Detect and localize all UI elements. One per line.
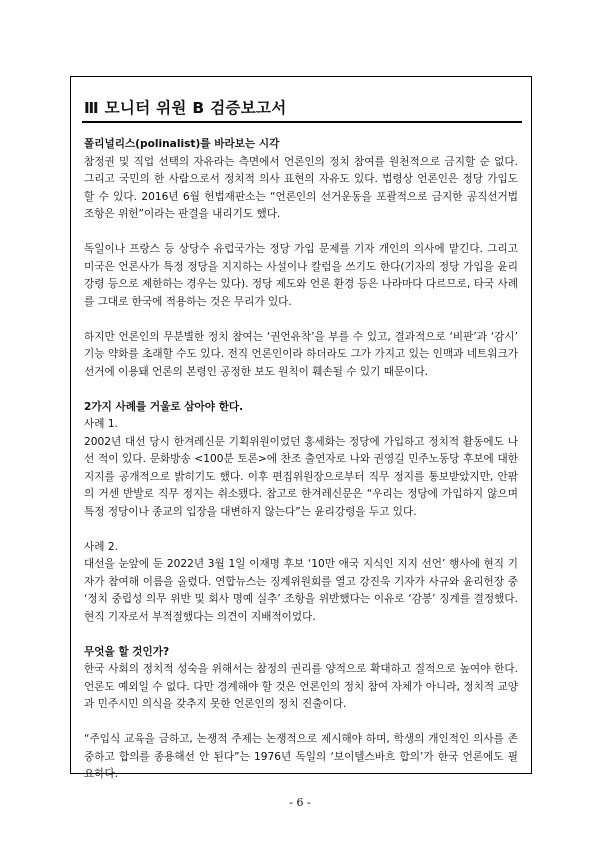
case-label: 사례 1. <box>84 418 118 430</box>
case-label: 사례 2. <box>84 540 118 553</box>
section-heading-two-cases: 2가지 사례를 거울로 삼아야 한다. <box>84 400 244 413</box>
title-underline <box>82 121 522 123</box>
paragraph-gap <box>84 381 518 399</box>
paragraph-gap <box>84 311 518 329</box>
paragraph: “주입식 교육을 금하고, 논쟁적 주제는 논쟁적으로 제시해야 하며, 학생의 개인적인 의사를 존중하고 합의를 종용해선 안 된다”는 1976년 독일의 ‘보이텔스바흐 합의’가 한국 언론에도 필요하다. <box>84 733 518 780</box>
paragraph-gap <box>84 714 518 732</box>
paragraph: 대선을 눈앞에 둔 2022년 3월 1일 이재명 후보 ‘10만 애국 지식인 지지 선언’ 행사에 현직 기자가 참여해 이름을 올렸다. 연합뉴스는 징계위원회를 열고 강진욱 기자가 사규와 윤리헌장 중 ‘정치 중립성 의무 위반 및 회사 명예 실추’ 조항을 위반했다는 이유로 ‘감봉’ 징계를 결정했다. 현직 기자로서 부적절했다는 의견이 지배적이었다. <box>84 558 518 623</box>
paragraph-gap <box>84 521 518 539</box>
section-heading-what-to-do: 무엇을 할 것인가? <box>84 645 170 658</box>
paragraph: 하지만 언론인의 무분별한 정치 참여는 ‘권언유착’을 부를 수 있고, 결과적으로 ‘비판’과 ‘감시’ 기능 약화를 초래할 수도 있다. 전직 언론인이라 하더라도 그가 가지고 있는 인맥과 네트워크가 선거에 이용돼 언론의 본령인 공정한 보도 원칙이 훼손될 수 있기 때문이다. <box>84 330 518 378</box>
paragraph: 독일이나 프랑스 등 상당수 유럽국가는 정당 가입 문제를 기자 개인의 의사에 맡긴다. 그리고 미국은 언론사가 특정 정당을 지지하는 사설이나 칼럼을 쓰기도 한다(기자의 정당 가입을 윤리강령 등으로 제한하는 경우는 있다). 정당 제도와 언론 환경 등은 나라마다 다르므로, 타국 사례를 그대로 한국에 적용하는 것은 무리가 있다. <box>84 243 518 308</box>
paragraph: 한국 사회의 정치적 성숙을 위해서는 참정의 권리를 양적으로 확대하고 질적으로 높여야 한다. 언론도 예외일 수 없다. 다만 경계해야 할 것은 언론인의 정치 참여 자체가 아니라, 정치적 교양과 민주시민 의식을 갖추지 못한 언론인의 정치 진출이다. <box>84 663 518 710</box>
section-heading-polinalist: 폴리널리스(polinalist)를 바라보는 시각 <box>84 138 280 150</box>
paragraph: 참정권 및 직업 선택의 자유라는 측면에서 언론인의 정치 참여를 원천적으로 금지할 순 없다. 그리고 국민의 한 사람으로서 정치적 의사 표현의 자유도 있다. 법령상 언론인은 정당 가입도 할 수 있다. 2016년 6월 헌법재판소는 “언론인의 선거운동을 포괄적으로 금지한 공직선거법 조항은 위헌”이라는 판결을 내리기도 했다. <box>84 155 518 220</box>
paragraph: 2002년 대선 당시 한겨레신문 기획위원이었던 홍세화는 정당에 가입하고 정치적 활동에도 나선 적이 있다. 문화방송 <100분 토론>에 찬조 출연자로 나와 권영길 민주노동당 후보에 대한 지지를 공개적으로 밝히기도 했다. 이후 편집위원장으로부터 직무 정지를 통보받았지만, 안팎의 거센 반발로 직무 정지는 취소됐다. 참고로 한겨레신문은 “우리는 정당에 가입하지 않으며 특정 정당이나 종교의 입장을 대변하지 않는다”는 윤리강령을 두고 있다. <box>84 435 518 518</box>
page-number: - 6 - <box>289 796 311 809</box>
paragraph-gap <box>84 626 518 644</box>
report-body <box>84 136 518 784</box>
report-title: Ⅲ 모니터 위원 B 검증보고서 <box>84 99 287 117</box>
paragraph-gap <box>84 224 518 242</box>
